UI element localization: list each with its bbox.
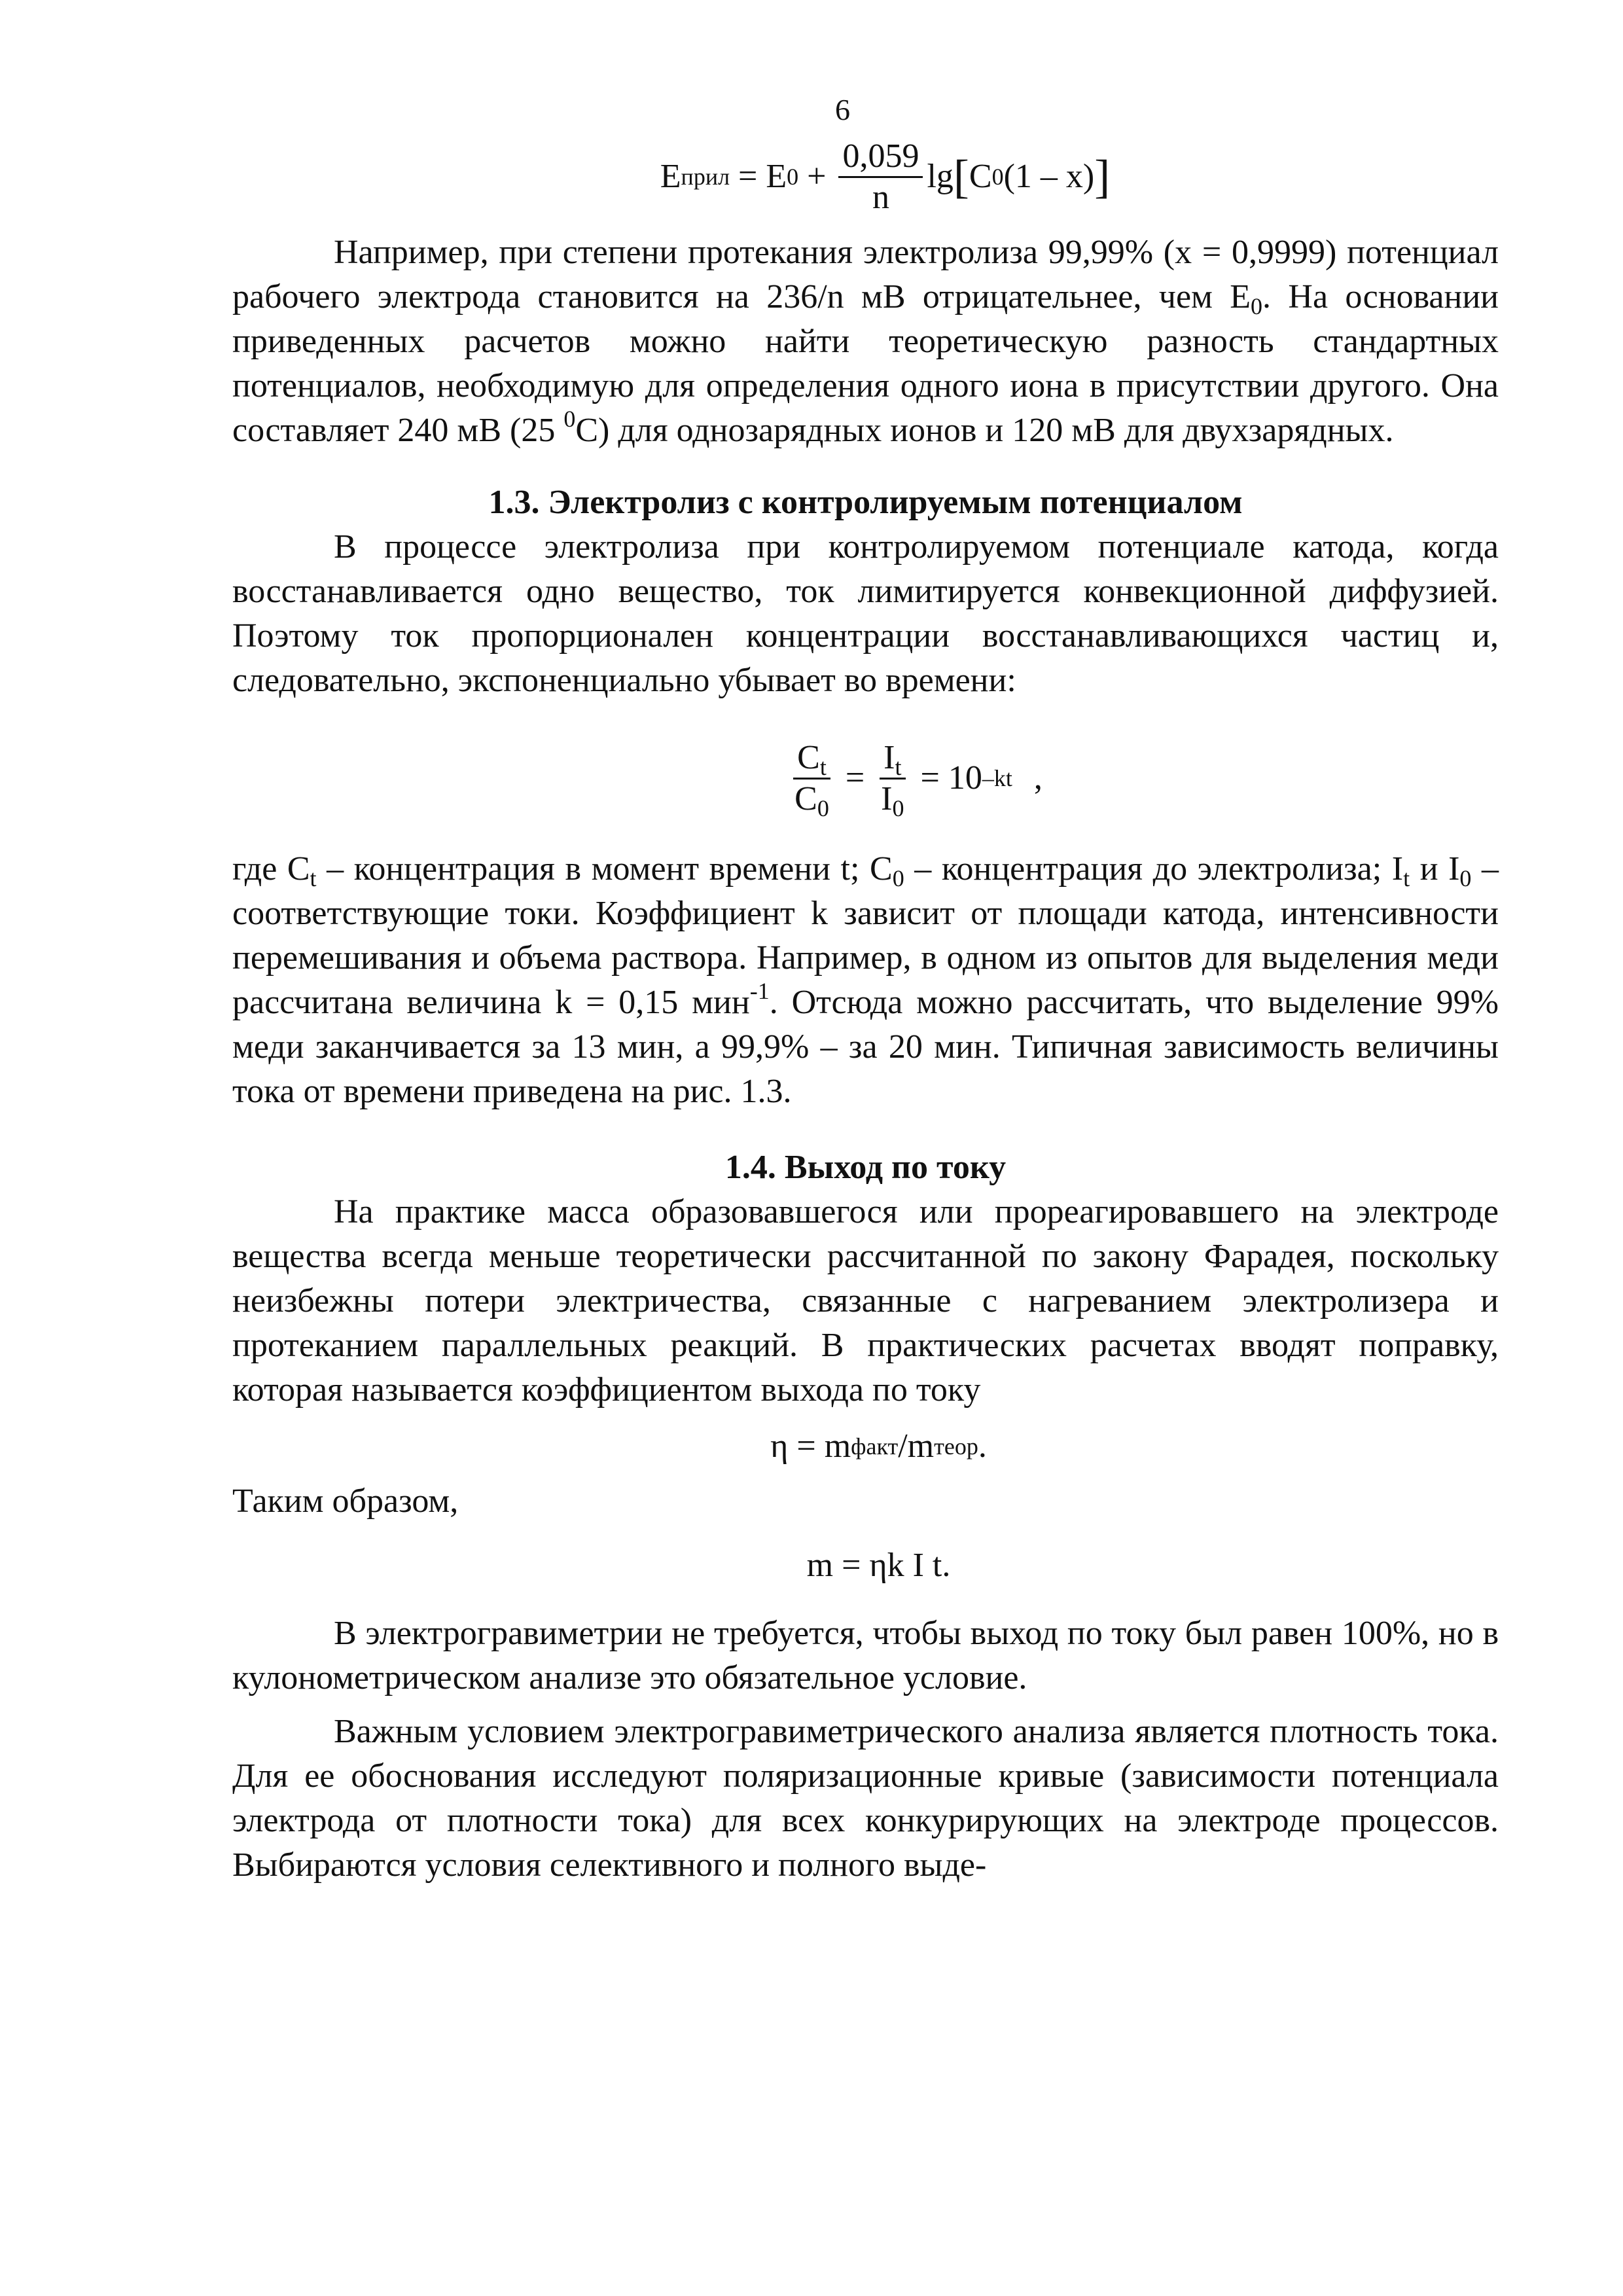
para3-p3: – концентрация до электролиза; I — [904, 850, 1404, 888]
formula2-den2-letter: I — [881, 780, 893, 817]
formula2-eq2: = 10 — [912, 759, 982, 797]
formula2-comma: , — [1025, 759, 1043, 797]
paragraph-6: В электрогравиметрии не требуется, чтобы выход по току был равен 100%, но в кулонометрическом анализе это обязательное условие. — [232, 1615, 1499, 1696]
formula1-bracket-close: ] — [1094, 151, 1111, 203]
formula2-den1-letter: C — [794, 780, 817, 817]
para1-text2: . На основании приведенных расчетов можно найти теоретическую разность стандартных потенциалов, необходимую для определения одного иона в присутствии другого. Она составляет 240 мВ (25 — [232, 278, 1499, 449]
formula2-den2-sub: 0 — [892, 795, 904, 821]
para1-sup: 0 — [563, 406, 576, 432]
para1-text3: С) для однозарядных ионов и 120 мВ для двухзарядных. — [575, 412, 1394, 449]
formula-mass: m = ηk I t. — [806, 1547, 951, 1584]
formula2-num2-letter: I — [883, 738, 895, 776]
paragraph-2: В процессе электролиза при контролируемом потенциале катода, когда восстанавливается одно вещество, ток лимитируется конвекционной диффузией. Поэтому ток пропорционален концентрации восстанавливающихся частиц и, следовательно, экспоненциально убывает во времени: — [232, 528, 1499, 699]
formula2-num1 — [793, 738, 830, 780]
formula-decay: $\frac{C_t}{C_0}$ = $\frac{I_t}{I_0}$ = 10 –kt , — [330, 729, 1499, 827]
formula1-bracket-open: [ — [953, 151, 969, 203]
para3-p5: – соответствующие токи. Коэффициент k зависит от площади катода, интенсивности перемешивания и объема раствора. Например, в одном из опытов для выделения меди рассчитана величина k = 0,15 мин — [232, 850, 1499, 1021]
formula2-fraction-c — [791, 738, 833, 819]
formula2-eq1: = — [836, 759, 874, 797]
para1-text: Например, при степени протекания электролиза 99,99% (x = 0,9999) потенциал рабочего электрода становится на 236/n мВ отрицательнее, чем E — [232, 234, 1499, 315]
para3-s4: 0 — [1459, 865, 1472, 891]
para3-p4: и I — [1410, 850, 1460, 888]
formula1-rest: (1 – x) — [1003, 158, 1095, 195]
para3-s2: 0 — [892, 865, 904, 891]
formula2-den1-sub: 0 — [817, 795, 829, 821]
formula1-eq: = E — [730, 158, 787, 195]
formula-current-efficiency: η = m факт /m теор . — [259, 1419, 1499, 1474]
formula2-num2 — [880, 738, 905, 780]
page-number: 6 — [835, 93, 850, 126]
section-heading-1-4: 1.4. Выход по току — [724, 1149, 1007, 1186]
formula1-c: C — [969, 158, 992, 195]
paragraph-7: Важным условием электрогравиметрического анализа является плотность тока. Для ее обоснования исследуют поляризационные кривые (зависимости потенциала электрода от плотности тока) для всех конкурирующих на электроде процессов. Выбираются условия селективного и полного выде- — [232, 1713, 1499, 1884]
para3-sup: -1 — [749, 978, 770, 1004]
formula3-b: /m — [898, 1427, 935, 1465]
formula2-den2 — [877, 780, 908, 819]
para3-p2: – концентрация в момент времени t; C — [316, 850, 893, 888]
formula1-denominator: n — [872, 178, 889, 216]
paragraph-4: На практике масса образовавшегося или прореагировавшего на электроде вещества всегда меньше теоретически рассчитанной по закону Фарадея, поскольку неизбежны потери электричества, связанные с нагреванием электролизера и протеканием параллельных реакций. В практических расчетах вводят поправку, которая называется коэффициентом выхода по току — [232, 1193, 1499, 1408]
formula1-plus: + — [798, 158, 835, 195]
paragraph-1 — [232, 230, 1499, 453]
formula1-lg: lg — [927, 158, 954, 195]
section-heading-1-3: 1.3. Электролиз с контролируемым потенциалом — [488, 484, 1243, 521]
paragraph-5: Таким образом, — [232, 1482, 459, 1520]
document-page — [232, 92, 1499, 1888]
formula-applied-potential: E прил = E 0 + $\frac{0,059}{n}$ lg [ C 0 (1 – x) ] — [660, 137, 1111, 216]
para1-sub: 0 — [1251, 293, 1263, 319]
formula3-a: η = m — [770, 1427, 851, 1465]
para3-p6: . Отсюда можно рассчитать, что выделение 99% меди заканчивается за 13 мин, а 99,9% – за 20 мин. Типичная зависимость величины тока от времени приведена на рис. 1.3. — [232, 984, 1499, 1110]
formula1-lhs: E — [660, 158, 681, 195]
formula3-c: . — [978, 1427, 987, 1465]
paragraph-3 — [232, 847, 1499, 1114]
formula2-num1-letter: C — [797, 738, 820, 776]
para3-p1: где C — [232, 850, 310, 888]
para3-s3: t — [1403, 865, 1410, 891]
formula2-num1-sub: t — [819, 753, 827, 780]
formula2-den1 — [791, 780, 833, 819]
formula2-num2-sub: t — [895, 753, 902, 780]
para3-s1: t — [310, 865, 317, 891]
formula1-fraction — [838, 137, 923, 217]
formula2-fraction-i — [877, 738, 908, 819]
formula1-numerator: 0,059 — [838, 137, 923, 178]
